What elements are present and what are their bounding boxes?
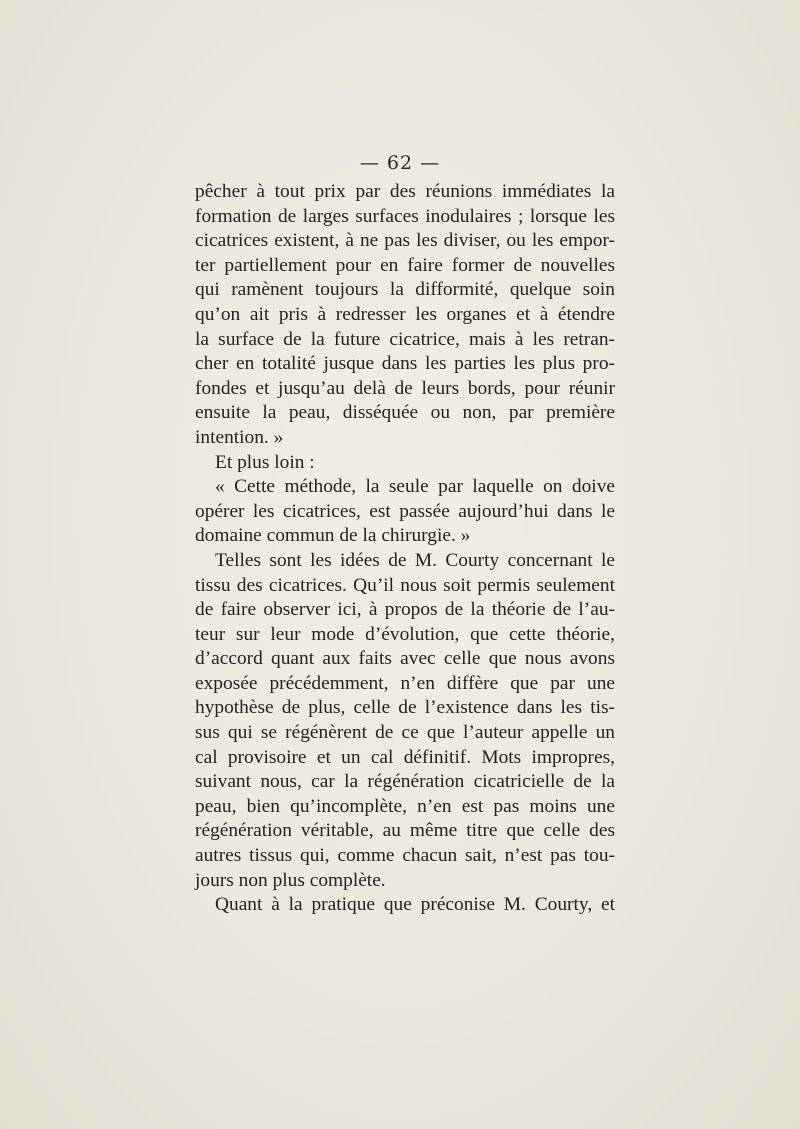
text-line: fondes et jusqu’au delà de leurs bords, pour réunir [195,377,615,399]
text-line: suivant nous, car la régénération cicatricielle de la [195,771,615,793]
text-line: hypothèse de plus, celle de l’existence dans les tis- [195,697,615,719]
body-text [195,180,615,918]
text-line: régénération véritable, au même titre que celle des [195,820,615,842]
text-line: qui ramènent toujours la difformité, quelque soin [195,279,615,301]
text-line: de faire observer ici, à propos de la théorie de l’au- [195,599,615,621]
text-line: Quant à la pratique que préconise M. Courty, et [215,894,615,916]
text-line: cher en totalité jusque dans les parties les plus pro- [195,353,615,375]
text-line: cal provisoire et un cal définitif. Mots impropres, [195,746,615,768]
text-line: formation de larges surfaces inodulaires ; lorsque les [195,205,615,227]
text-line: qu’on ait pris à redresser les organes et à étendre [195,303,615,325]
text-line: peau, bien qu’incomplète, n’en est pas moins une [195,795,615,817]
text-line: exposée précédemment, n’en diffère que par une [195,672,615,694]
text-line: autres tissus qui, comme chacun sait, n’est pas tou- [195,845,615,867]
text-line: Telles sont les idées de M. Courty concernant le [215,549,615,571]
text-line: domaine commun de la chirurgie. » [195,525,471,547]
text-line: tissu des cicatrices. Qu’il nous soit permis seulement [195,574,615,596]
page-number: — 62 — [359,152,441,174]
text-line: sus qui se régénèrent de ce que l’auteur appelle un [195,722,615,744]
text-line: jours non plus complète. [195,869,386,891]
text-line: ensuite la peau, disséquée ou non, par première [195,402,615,424]
text-line: Et plus loin : [215,451,315,473]
text-line: pêcher à tout prix par des réunions immédiates la [195,181,615,202]
text-line: cicatrices existent, à ne pas les diviser, ou les empor- [195,230,615,252]
text-line: d’accord quant aux faits avec celle que nous avons [195,648,615,670]
text-line: la surface de la future cicatrice, mais à les retran- [195,328,615,350]
text-line: « Cette méthode, la seule par laquelle on doive [215,476,615,498]
text-line: opérer les cicatrices, est passée aujourd’hui dans le [195,500,615,522]
text-line: teur sur leur mode d’évolution, que cette théorie, [195,623,615,645]
text-line: ter partiellement pour en faire former de nouvelles [195,254,615,276]
text-line: intention. » [195,426,284,448]
